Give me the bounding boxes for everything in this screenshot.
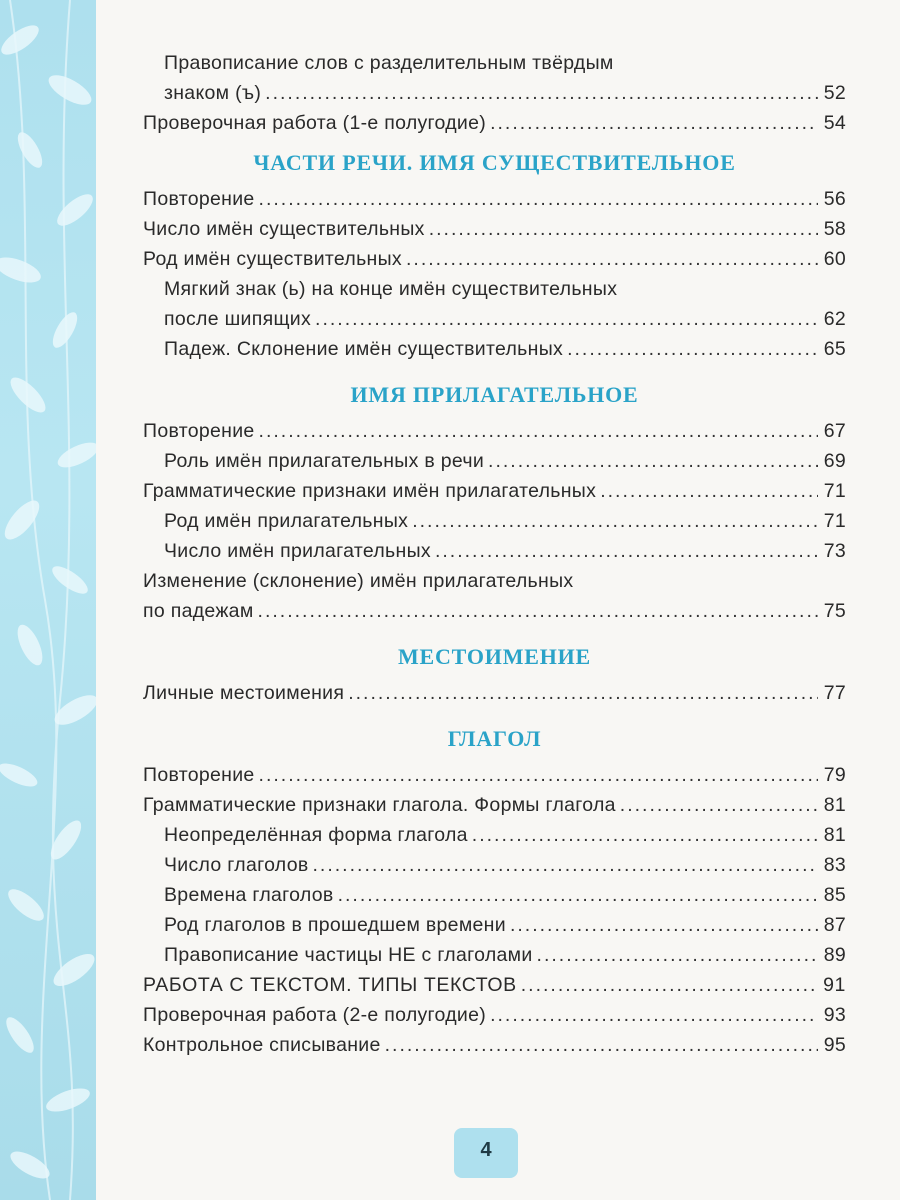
toc-entry (143, 476, 846, 506)
section-heading: МЕСТОИМЕНИЕ (397, 644, 592, 669)
toc-page-number: 56 (823, 188, 846, 210)
leader-dots (259, 760, 818, 790)
toc-entry (143, 820, 846, 850)
leader-dots (265, 78, 818, 108)
toc-entry (143, 1000, 846, 1030)
toc-entry (143, 108, 846, 138)
toc-entry-text: Контрольное списывание (143, 1034, 381, 1056)
toc-page-number: 81 (823, 824, 846, 846)
toc-entry-text: Повторение (143, 764, 255, 786)
leader-dots (315, 304, 818, 334)
toc-entry-text: Роль имён прилагательных в речи (164, 450, 485, 472)
toc-entry-text: РАБОТА С ТЕКСТОМ. ТИПЫ ТЕКСТОВ (143, 974, 517, 996)
toc-entry-text: Число имён прилагательных (164, 540, 431, 562)
toc-page-number: 85 (823, 884, 846, 906)
toc-entry (143, 970, 846, 1000)
toc-page-number: 58 (823, 218, 846, 240)
toc-entry (143, 536, 846, 566)
toc-page-number: 71 (823, 510, 846, 532)
leader-dots (429, 214, 818, 244)
toc-entry-text: Род глаголов в прошедшем времени (164, 914, 506, 936)
leader-dots (600, 476, 818, 506)
toc-entry (143, 880, 846, 910)
toc-entry-text: Времена глаголов (164, 884, 334, 906)
leader-dots (348, 678, 818, 708)
toc-page-number: 87 (823, 914, 846, 936)
toc-page-number: 93 (823, 1004, 846, 1026)
toc-entry-text: по падежам (143, 600, 254, 622)
toc-entry (143, 48, 846, 108)
leaf-pattern-icon (0, 0, 96, 1200)
leader-dots (488, 446, 818, 476)
toc-entry (143, 940, 846, 970)
toc-entry-text: Повторение (143, 420, 255, 442)
leader-dots (510, 910, 818, 940)
toc-page-number: 79 (823, 764, 846, 786)
toc-entry-text: Изменение (склонение) имён прилагательных (143, 570, 574, 592)
toc-page-number: 69 (823, 450, 846, 472)
toc-entry (143, 506, 846, 536)
toc-page-number: 60 (823, 248, 846, 270)
toc-page-number: 75 (823, 600, 846, 622)
leader-dots (259, 184, 818, 214)
toc-page-number: 91 (823, 974, 846, 996)
toc-page-number: 83 (823, 854, 846, 876)
toc-entry-text: Правописание частицы НЕ с глаголами (164, 944, 533, 966)
toc-entry (143, 274, 846, 334)
toc-entry-text: Род имён прилагательных (164, 510, 409, 532)
toc-entry (143, 678, 846, 708)
leader-dots (313, 850, 818, 880)
leader-dots (490, 108, 818, 138)
toc-entry (143, 790, 846, 820)
toc-page-number: 77 (823, 682, 846, 704)
leader-dots (567, 334, 818, 364)
toc-entry-text: после шипящих (164, 308, 312, 330)
page-number-badge: 4 (454, 1128, 518, 1178)
toc-entry-text: Личные местоимения (143, 682, 345, 704)
leader-dots (406, 244, 818, 274)
toc-page-number: 95 (823, 1034, 846, 1056)
leader-dots (435, 536, 818, 566)
toc-page-number: 67 (823, 420, 846, 442)
leader-dots (472, 820, 818, 850)
toc-entry (143, 566, 846, 626)
section-heading: ИМЯ ПРИЛАГАТЕЛЬНОЕ (350, 382, 639, 407)
toc-entry (143, 244, 846, 274)
toc-entry-text: знаком (ъ) (164, 82, 262, 104)
toc-entry-text: Число глаголов (164, 854, 309, 876)
leader-dots (258, 596, 818, 626)
toc-entry-text: Проверочная работа (1-е полугодие) (143, 112, 487, 134)
table-of-contents (143, 48, 846, 1060)
toc-entry-text: Род имён существительных (143, 248, 402, 270)
leader-dots (412, 506, 818, 536)
toc-page-number: 73 (823, 540, 846, 562)
toc-page-number: 71 (823, 480, 846, 502)
toc-entry-text: Грамматические признаки глагола. Формы глагола (143, 794, 616, 816)
toc-page-number: 89 (823, 944, 846, 966)
toc-entry-text: Грамматические признаки имён прилагательных (143, 480, 597, 502)
toc-entry (143, 334, 846, 364)
toc-entry (143, 184, 846, 214)
toc-entry-text: Правописание слов с разделительным твёрдым (164, 52, 614, 74)
toc-entry-text: Число имён существительных (143, 218, 425, 240)
toc-page-number: 65 (823, 338, 846, 360)
toc-entry-text: Мягкий знак (ь) на конце имён существительных (164, 278, 618, 300)
leader-dots (385, 1030, 818, 1060)
toc-entry-text: Неопределённая форма глагола (164, 824, 468, 846)
leader-dots (338, 880, 818, 910)
toc-entry (143, 446, 846, 476)
toc-entry (143, 760, 846, 790)
leader-dots (259, 416, 818, 446)
leader-dots (537, 940, 818, 970)
section-heading: ЧАСТИ РЕЧИ. ИМЯ СУЩЕСТВИТЕЛЬНОЕ (253, 150, 736, 175)
leader-dots (490, 1000, 818, 1030)
toc-entry-text: Падеж. Склонение имён существительных (164, 338, 564, 360)
toc-entry (143, 1030, 846, 1060)
toc-entry (143, 910, 846, 940)
toc-entry-text: Повторение (143, 188, 255, 210)
toc-page-number: 54 (823, 112, 846, 134)
toc-entry (143, 850, 846, 880)
toc-entry-text: Проверочная работа (2-е полугодие) (143, 1004, 487, 1026)
leader-dots (620, 790, 818, 820)
leader-dots (521, 970, 818, 1000)
toc-entry (143, 416, 846, 446)
toc-page-number: 81 (823, 794, 846, 816)
toc-entry (143, 214, 846, 244)
section-heading: ГЛАГОЛ (447, 726, 542, 751)
toc-page-number: 52 (823, 82, 846, 104)
decorative-leaf-strip (0, 0, 96, 1200)
toc-page-number: 62 (823, 308, 846, 330)
